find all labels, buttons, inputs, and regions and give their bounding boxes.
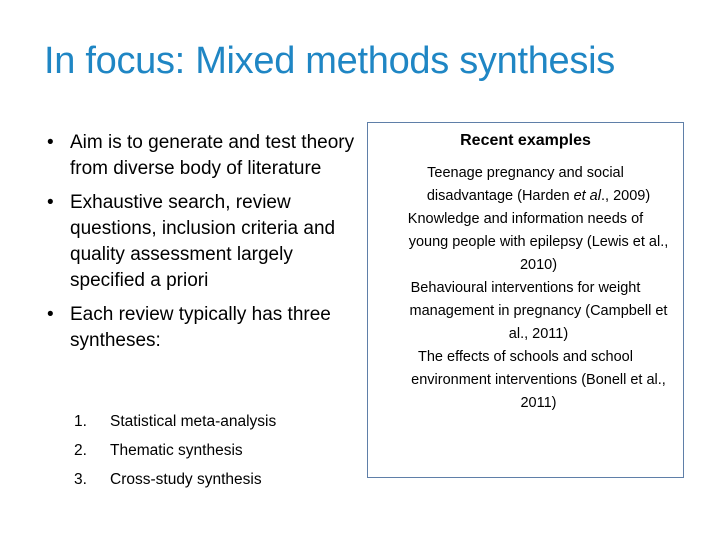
synthesis-label: Cross-study synthesis [110, 471, 262, 488]
recent-examples-box [367, 122, 684, 478]
example-text: disadvantage (Harden [426, 188, 574, 204]
bullet-text: Each review typically has three syntheses: [70, 304, 331, 351]
example-text: ., 2009) [600, 188, 651, 204]
bullet-item [44, 302, 362, 354]
example-text: management in pregnancy (Campbell et al., 2011) [409, 303, 668, 342]
example-item [368, 277, 683, 346]
example-continuation [380, 185, 671, 208]
synthesis-item [74, 436, 276, 465]
example-first-line: Behavioural interventions for weight [410, 280, 641, 296]
example-first-line: Teenage pregnancy and social [427, 165, 624, 181]
bullet-marker: • [47, 192, 54, 213]
example-text: young people with epilepsy (Lewis et al., 2010) [408, 234, 669, 273]
synthesis-label: Statistical meta-analysis [110, 413, 277, 430]
bullet-text: Exhaustive search, review questions, inclusion criteria and quality assessment largely specified a priori [70, 192, 336, 291]
synthesis-number: 3. [74, 471, 87, 488]
example-continuation [380, 231, 671, 277]
bullet-marker: • [47, 304, 54, 325]
synthesis-number: 2. [74, 442, 87, 459]
example-italic-text: et al [573, 188, 601, 204]
bullet-item [44, 130, 362, 182]
bullet-item [44, 190, 362, 294]
slide-title: In focus: Mixed methods synthesis [44, 40, 615, 82]
recent-examples-heading: Recent examples [460, 132, 591, 149]
example-first-line: Knowledge and information needs of [407, 211, 644, 227]
example-continuation [380, 300, 671, 346]
example-text: environment interventions (Bonell et al., 2011) [411, 372, 666, 411]
synthesis-number: 1. [74, 413, 87, 430]
synthesis-label: Thematic synthesis [110, 442, 243, 459]
example-first-line: The effects of schools and school [418, 349, 633, 365]
example-item [368, 162, 683, 208]
bullet-text: Aim is to generate and test theory from diverse body of literature [70, 132, 355, 179]
example-item [368, 208, 683, 277]
example-continuation [380, 369, 671, 415]
bullet-list [44, 130, 362, 362]
synthesis-item [74, 407, 276, 436]
bullet-marker: • [47, 132, 54, 153]
synthesis-item [74, 465, 276, 494]
example-item [368, 346, 683, 415]
syntheses-list [74, 407, 276, 494]
